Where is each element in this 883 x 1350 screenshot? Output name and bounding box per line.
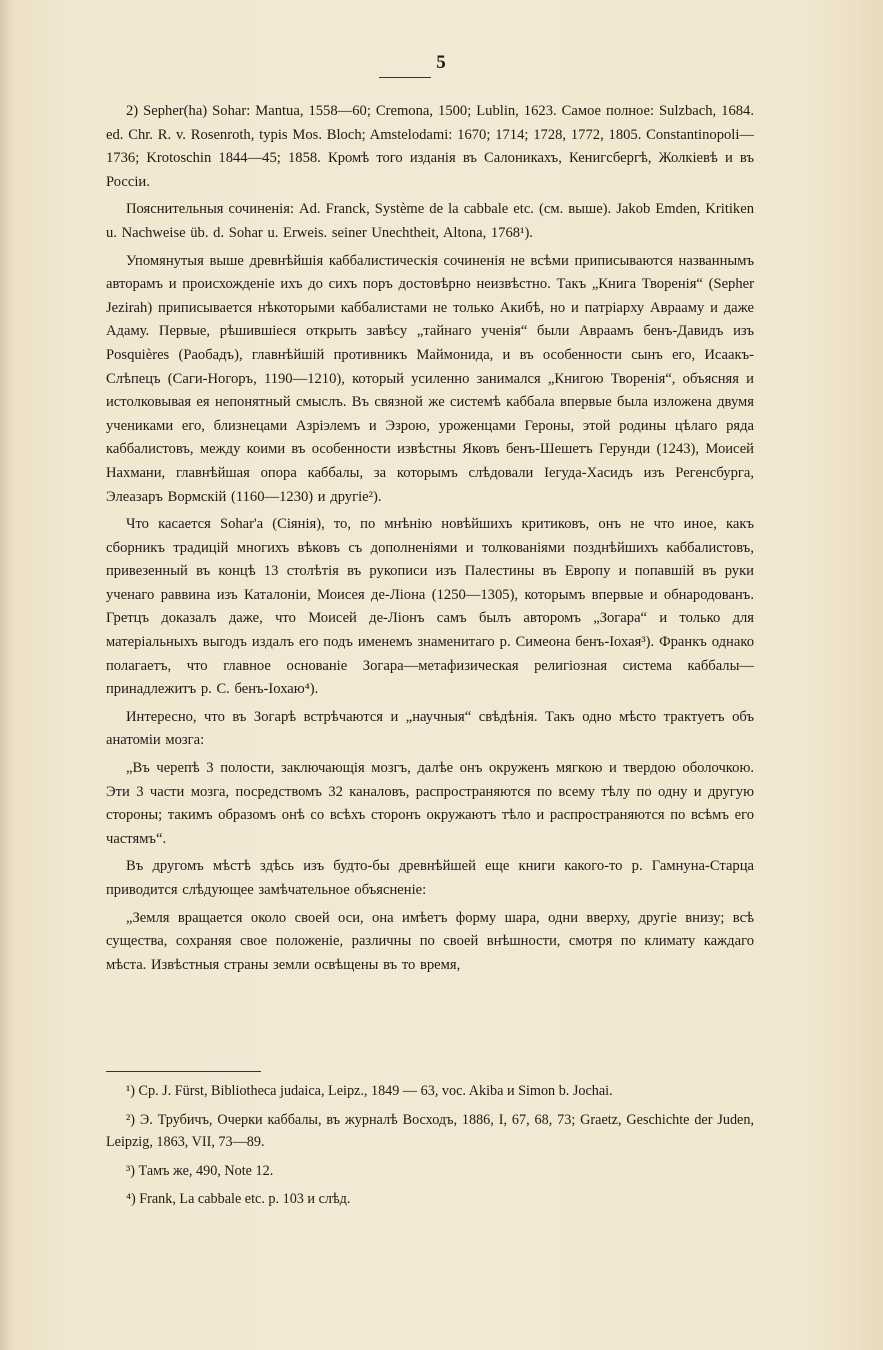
footnote-rule (106, 1071, 261, 1072)
quote-brain-anatomy: „Въ черепѣ 3 полости, заключающія мозгъ, далѣе онъ окруженъ мягкою и твердою оболочкою. Эти 3 части мозга, посредствомъ 32 каналовъ, распространяются по всему тѣлу по одну и другую стороны; такимъ образомъ онѣ со всѣхъ сторонъ окружаютъ тѣло и распространяются по всѣмъ его частямъ“. (106, 760, 754, 847)
paragraph-hamnuna: Въ другомъ мѣстѣ здѣсь изъ будто-бы древнѣйшей еще книги какого-то р. Гамнуна-Старца приводится слѣдующее замѣчательное объясненіе: (106, 858, 754, 898)
footnotes (106, 1080, 754, 1217)
footnote-1: ¹) Cp. J. Fürst, Bibliotheca judaica, Leipz., 1849 — 63, voc. Akiba и Simon b. Jochai. (126, 1083, 613, 1099)
paragraph-scientific-info: Интересно, что въ Зогарѣ встрѣчаются и „научныя“ свѣдѣнія. Такъ одно мѣсто трактуетъ объ анатоміи мозга: (106, 708, 754, 749)
paragraph-origins: Упомянутыя выше древнѣйшія каббалистическія сочиненія не всѣми приписываются названнымъ авторамъ и происхожденіе ихъ до сихъ поръ достовѣрно неизвѣстно. Такъ „Книга Творенія“ (Sepher Jezirah) приписывается нѣкоторыми каббалистами не только Акибѣ, но и патріарху Аврааму и даже Адаму. Первые, рѣшившіеся открыть завѣсу „тайнаго ученія“ были Авраамъ бенъ-Давидъ изъ Posquières (Раобадъ), главнѣйшій противникъ Маймонида, и въ особенности сынъ его, Исаакъ-Слѣпецъ (Саги-Ногоръ, 1190—1210), который усиленно занимался „Книгою Творенія“, объясняя и истолковывая ея непонятный смыслъ. Въ связной же системѣ каббала впервые была изложена двумя учениками его, близнецами Азріэлемъ и Эзрою, уроженцами Героны, этой родины цѣлаго ряда каббалистовъ, между коими въ особенности извѣстны Яковъ бенъ-Шешетъ Герунди (1243), Моисей Нахмани, главнѣйшая опора каббалы, за которымъ слѣдовали Іегуда-Хасидъ изъ Регенсбурга, Элеазаръ Вормскій (1160—1230) и другіе²). (106, 252, 754, 505)
footnote-4: ⁴) Frank, La cabbale etc. p. 103 и слѣд. (126, 1191, 351, 1207)
paragraph-sohar: Что касается Sohar'а (Сіянія), то, по мнѣнію новѣйшихъ критиковъ, онъ не что иное, какъ сборникъ традицій многихъ вѣковъ съ дополненіями и толкованіями позднѣйшихъ каббалистовъ, привезенный въ концѣ 13 столѣтія въ рукописи изъ Палестины въ Европу и попавшій въ руки ученаго раввина изъ Каталоніи, Моисея де-Ліона (1250—1305), которымъ впервые и обнародованъ. Гретцъ доказалъ даже, что Моисей де-Ліонъ самъ былъ авторомъ „Зогара“ и только для матеріальныхъ выгодъ издалъ его подъ именемъ знаменитаго р. Симеона бенъ-Іохая³). Франкъ однако полагаетъ, что главное основаніе Зогара—метафизическая религіозная система каббалы—принадлежитъ р. С. бенъ-Іохаю⁴). (106, 516, 754, 698)
footnote-2: ²) Э. Трубичъ, Очерки каббалы, въ журналѣ Восходъ, 1886, I, 67, 68, 73; Graetz, Geschichte der Juden, Leipzig, 1863, VII, 73—89. (106, 1111, 754, 1150)
page-number: 5 (436, 52, 447, 73)
body-text (106, 100, 754, 981)
paragraph-editions: 2) Sepher(ha) Sohar: Mantua, 1558—60; Cremona, 1500; Lublin, 1623. Самое полное: Sulzbach, 1684. ed. Chr. R. v. Rosenroth, typis Mos. Bloch; Amstelodami: 1670; 1714; 1728, 1772, 1805. Constantinopoli—1736; Krotoschin 1844—45; 1858. Кромѣ того изданія въ Салоникахъ, Кенигсбергѣ, Жолкіевѣ и въ Россіи. (106, 103, 754, 190)
page-number-rule (379, 77, 431, 78)
paragraph-explanatory-works: Пояснительныя сочиненія: Ad. Franck, Système de la cabbale etc. (см. выше). Jakob Emden, Kritiken u. Nachweise üb. d. Sohar u. Erweis. seiner Unechtheit, Altona, 1768¹). (106, 201, 754, 241)
footnote-3: ³) Тамъ же, 490, Note 12. (126, 1162, 274, 1179)
page-edge-shadow (0, 0, 14, 1350)
quote-earth-rotation: „Земля вращается около своей оси, она имѣетъ форму шара, одни вверху, другіе внизу; всѣ существа, сохраняя свое положеніе, различны по своей внѣшности, смотря по климату каждаго мѣста. Извѣстныя страны земли освѣщены въ то время, (106, 909, 754, 973)
